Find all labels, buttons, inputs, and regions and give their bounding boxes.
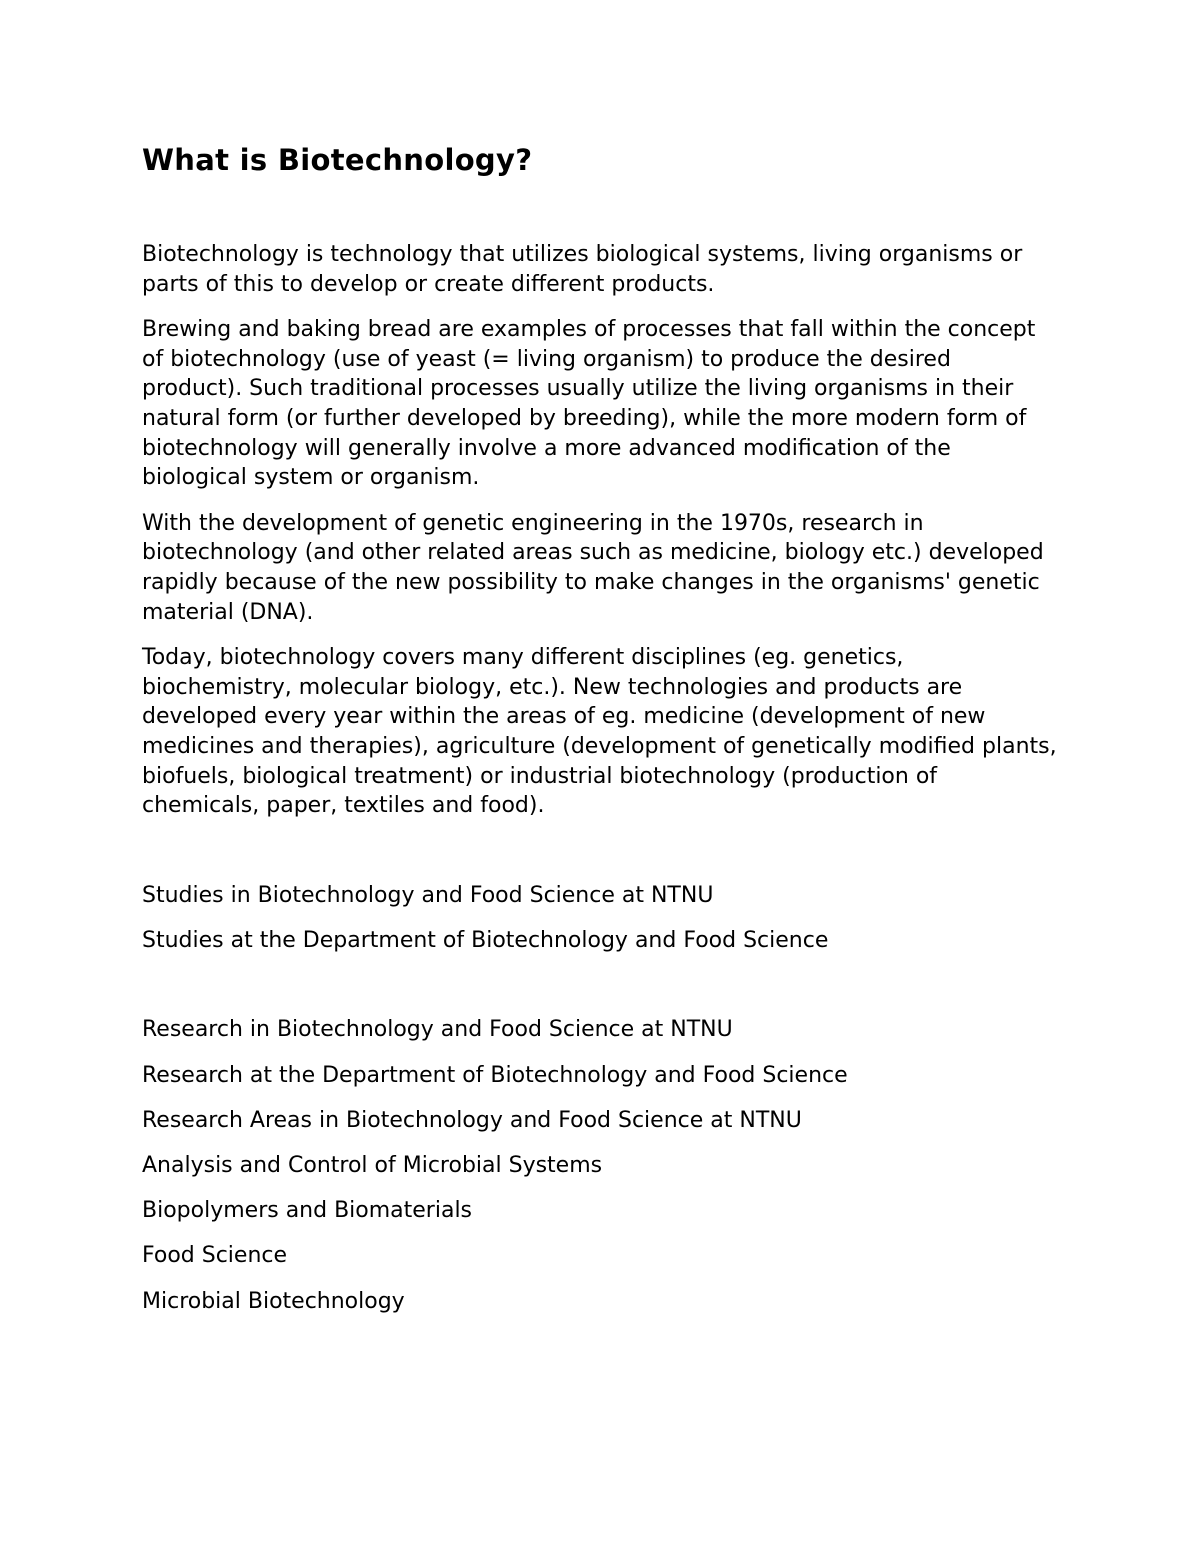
paragraph-traditional-processes: Brewing and baking bread are examples of processes that fall within the concept of biotechnology (use of yeast (= living organism) to produce the desired product). Such traditional processes usually utilize the living organisms in their natural form (or further developed by breeding), while the more modern form of biotechnology will generally involve a more advanced modification of the biological system or organism. bbox=[142, 317, 1036, 491]
research-link[interactable]: Microbial Biotechnology bbox=[142, 1288, 405, 1314]
research-link[interactable]: Research in Biotechnology and Food Science at NTNU bbox=[142, 1017, 733, 1043]
research-link[interactable]: Research at the Department of Biotechnology and Food Science bbox=[142, 1062, 848, 1088]
research-link[interactable]: Biopolymers and Biomaterials bbox=[142, 1198, 473, 1224]
paragraph-disciplines: Today, biotechnology covers many different disciplines (eg. genetics, biochemistry, molecular biology, etc.). New technologies and products are developed every year within the areas of eg. medicine (development of new medicines and therapies), agriculture (development of genetically modified plants, biofuels, biological treatment) or industrial biotechnology (production of chemicals, paper, textiles and food). bbox=[142, 645, 1057, 819]
research-link[interactable]: Analysis and Control of Microbial Systems bbox=[142, 1153, 603, 1179]
studies-links-list bbox=[142, 881, 1057, 956]
document-title: What is Biotechnology? bbox=[142, 143, 533, 177]
studies-link[interactable]: Studies in Biotechnology and Food Science at NTNU bbox=[142, 882, 714, 908]
research-link[interactable]: Food Science bbox=[142, 1243, 288, 1269]
research-links-list bbox=[142, 1015, 1057, 1316]
paragraph-genetic-engineering: With the development of genetic engineering in the 1970s, research in biotechnology (and other related areas such as medicine, biology etc.) developed rapidly because of the new possibility to make changes in the organisms' genetic material (DNA). bbox=[142, 510, 1044, 625]
research-link[interactable]: Research Areas in Biotechnology and Food Science at NTNU bbox=[142, 1107, 802, 1133]
document-page bbox=[142, 140, 1057, 1332]
studies-link[interactable]: Studies at the Department of Biotechnology and Food Science bbox=[142, 927, 829, 953]
paragraph-definition: Biotechnology is technology that utilizes biological systems, living organisms or parts of this to develop or create different products. bbox=[142, 242, 1023, 297]
